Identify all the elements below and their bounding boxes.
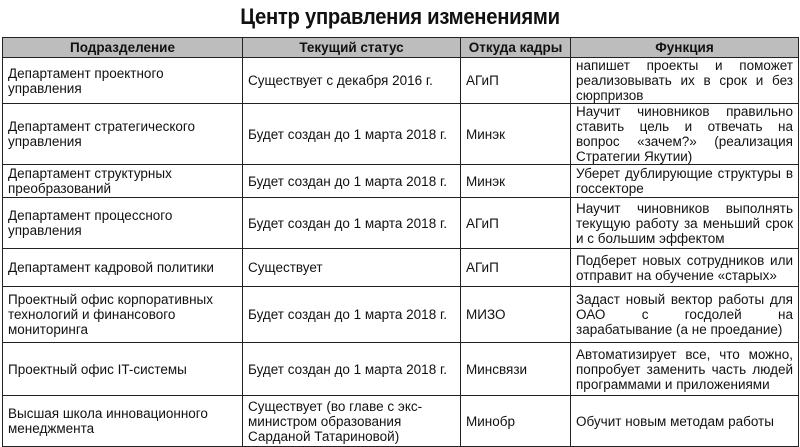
- cell-source: Минэк: [461, 165, 571, 198]
- column-header-unit: Подразделение: [3, 38, 243, 58]
- cell-source: АГиП: [461, 58, 571, 104]
- cell-source: Минобр: [461, 396, 571, 447]
- change-management-table: [2, 37, 799, 447]
- cell-function: напишет проекты и поможет реализовывать их в срок и без сюрпризов: [571, 58, 799, 104]
- cell-unit: Департамент проектного управления: [3, 58, 243, 104]
- table-row: [3, 249, 799, 287]
- column-header-source: Откуда кадры: [461, 38, 571, 58]
- cell-unit: Департамент стратегического управления: [3, 104, 243, 165]
- cell-unit: Проектный офис корпоративных технологий и финансового мониторинга: [3, 287, 243, 343]
- cell-source: МИЗО: [461, 287, 571, 343]
- cell-function: Научит чиновников выполнять текущую работу за меньший срок и с большим эффектом: [571, 198, 799, 249]
- cell-function: Научит чиновников правильно ставить цель и отвечать на вопрос «зачем?» (реализация Стратегии Якутии): [571, 104, 799, 165]
- page-title: Центр управления изменениями: [240, 4, 560, 29]
- column-header-function: Функция: [571, 38, 799, 58]
- cell-function: Обучит новым методам работы: [571, 396, 799, 447]
- table-row: [3, 343, 799, 396]
- cell-status: Существует с декабря 2016 г.: [243, 58, 461, 104]
- cell-status: Будет создан до 1 марта 2018 г.: [243, 165, 461, 198]
- cell-source: АГиП: [461, 249, 571, 287]
- table-row: [3, 58, 799, 104]
- cell-source: Минэк: [461, 104, 571, 165]
- cell-unit: Проектный офис IT-системы: [3, 343, 243, 396]
- cell-function: Уберет дублирующие структуры в госсекторе: [571, 165, 799, 198]
- cell-unit: Высшая школа инновационного менеджмента: [3, 396, 243, 447]
- cell-status: Существует: [243, 249, 461, 287]
- column-header-status: Текущий статус: [243, 38, 461, 58]
- cell-function: Задаст новый вектор работы для ОАО с госдолей на зарабатывание (а не проедание): [571, 287, 799, 343]
- cell-status: Будет создан до 1 марта 2018 г.: [243, 343, 461, 396]
- table-row: [3, 396, 799, 447]
- cell-source: Минсвязи: [461, 343, 571, 396]
- cell-unit: Департамент структурных преобразований: [3, 165, 243, 198]
- cell-source: АГиП: [461, 198, 571, 249]
- table-row: [3, 287, 799, 343]
- cell-unit: Департамент кадровой политики: [3, 249, 243, 287]
- cell-unit: Департамент процессного управления: [3, 198, 243, 249]
- table-row: [3, 198, 799, 249]
- cell-status: Будет создан до 1 марта 2018 г.: [243, 198, 461, 249]
- cell-status: Существует (во главе с экс-министром образования Сарданой Татариновой): [243, 396, 461, 447]
- cell-status: Будет создан до 1 марта 2018 г.: [243, 287, 461, 343]
- cell-function: Подберет новых сотрудников или отправит на обучение «старых»: [571, 249, 799, 287]
- table-row: [3, 104, 799, 165]
- table-header-row: [3, 38, 799, 58]
- table-row: [3, 165, 799, 198]
- cell-status: Будет создан до 1 марта 2018 г.: [243, 104, 461, 165]
- cell-function: Автоматизирует все, что можно, попробует заменить часть людей программами и приложениями: [571, 343, 799, 396]
